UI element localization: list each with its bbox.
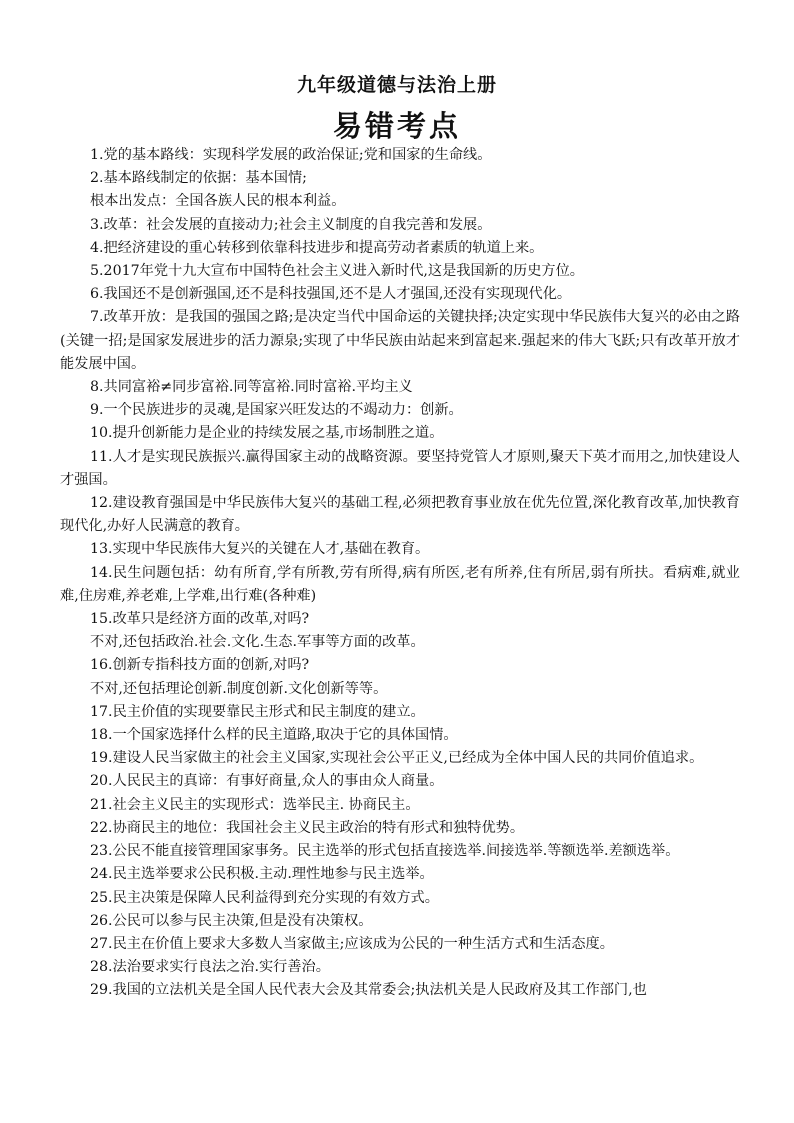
document-body	[60, 144, 740, 1003]
list-item: 28.法治要求实行良法之治.实行善治。	[90, 959, 330, 976]
list-item: 23.公民不能直接管理国家事务。民主选举的形式包括直接选举.间接选举.等额选举.差额选举。	[90, 843, 680, 860]
list-item: 根本出发点：全国各族人民的根本利益。	[90, 193, 346, 210]
list-item: 16.创新专指科技方面的创新,对吗?	[90, 657, 310, 674]
list-item: 29.我国的立法机关是全国人民代表大会及其常委会;执法机关是人民政府及其工作部门,也	[90, 982, 647, 999]
list-item: 18.一个国家选择什么样的民主道路,取决于它的具体国情。	[90, 727, 458, 744]
list-item: 7.改革开放：是我国的强国之路;是决定当代中国命运的关键抉择;决定实现中华民族伟大复兴的必由之路(关键一招;是国家发展进步的活力源泉;实现了中华民族由站起来到富起来.强起来的伟大飞跃;只有改革开放才能发展中国。	[60, 309, 740, 372]
list-item: 26.公民可以参与民主决策,但是没有决策权。	[90, 912, 373, 929]
list-item: 不对,还包括理论创新.制度创新.文化创新等等。	[90, 680, 388, 697]
document-title: 易错考点	[332, 109, 461, 143]
list-item: 15.改革只是经济方面的改革,对吗?	[90, 611, 310, 628]
list-item: 9.一个民族进步的灵魂,是国家兴旺发达的不竭动力：创新。	[90, 402, 463, 419]
list-item: 14.民生问题包括：幼有所育,学有所教,劳有所得,病有所医,老有所养,住有所居,弱有所扶。看病难,就业难,住房难,养老难,上学难,出行难(各种难)	[60, 564, 740, 604]
list-item: 4.把经济建设的重心转移到依靠科技进步和提高劳动者素质的轨道上来。	[90, 239, 544, 256]
list-item: 19.建设人民当家做主的社会主义国家,实现社会公平正义,已经成为全体中国人民的共同价值追求。	[90, 750, 704, 767]
list-item: 22.协商民主的地位：我国社会主义民主政治的特有形式和独特优势。	[90, 819, 525, 836]
list-item: 24.民主选举要求公民积极.主动.理性地参与民主选举。	[90, 866, 434, 883]
document-subtitle: 九年级道德与法治上册	[296, 74, 497, 96]
list-item: 11.人才是实现民族振兴.赢得国家主动的战略资源。要坚持党管人才原则,聚天下英才而用之,加快建设人才强国。	[60, 448, 740, 488]
list-item: 12.建设教育强国是中华民族伟大复兴的基础工程,必须把教育事业放在优先位置,深化教育改革,加快教育现代化,办好人民满意的教育。	[60, 495, 740, 535]
list-item: 13.实现中华民族伟大复兴的关键在人才,基础在教育。	[90, 541, 430, 558]
list-item: 3.改革：社会发展的直接动力;社会主义制度的自我完善和发展。	[90, 216, 492, 233]
list-item: 10.提升创新能力是企业的持续发展之基,市场制胜之道。	[90, 425, 444, 442]
list-item: 8.共同富裕≠同步富裕.同等富裕.同时富裕.平均主义	[90, 379, 413, 396]
list-item: 6.我国还不是创新强国,还不是科技强国,还不是人才强国,还没有实现现代化。	[90, 286, 572, 303]
list-item: 2.基本路线制定的依据：基本国情;	[90, 170, 307, 187]
list-item: 21.社会主义民主的实现形式：选举民主. 协商民主。	[90, 796, 420, 813]
list-item: 不对,还包括政治.社会.文化.生态.军事等方面的改革。	[90, 634, 425, 651]
list-item: 17.民主价值的实现要靠民主形式和民主制度的建立。	[90, 703, 425, 720]
list-item: 1.党的基本路线：实现科学发展的政治保证;党和国家的生命线。	[90, 147, 492, 163]
list-item: 5.2017年党十九大宣布中国特色社会主义进入新时代,这是我国新的历史方位。	[90, 263, 584, 280]
list-item: 27.民主在价值上要求大多数人当家做主;应该成为公民的一种生活方式和生活态度。	[90, 935, 614, 952]
list-item: 20.人民民主的真谛：有事好商量,众人的事由众人商量。	[90, 773, 444, 790]
list-item: 25.民主决策是保障人民利益得到充分实现的有效方式。	[90, 889, 439, 906]
